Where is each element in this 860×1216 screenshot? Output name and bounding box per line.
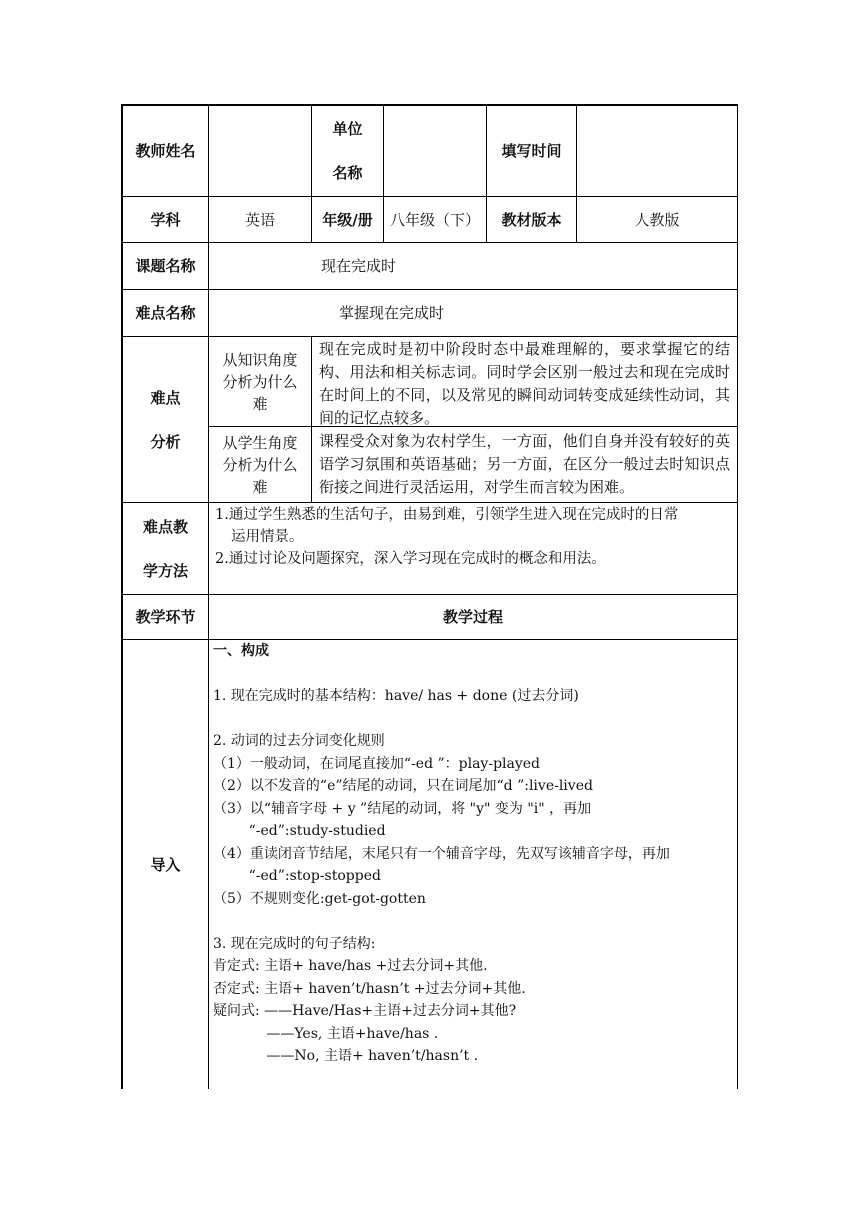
grade-label: 年级/册: [322, 210, 373, 229]
subject-value: 英语: [244, 210, 275, 229]
intro-line: 一、构成: [213, 643, 269, 659]
topic-value: 现在完成时: [321, 257, 397, 275]
intro-line: [213, 910, 733, 933]
intro-line: “-ed”:study-studied: [213, 823, 386, 839]
analysis-label-line1: 难点: [150, 388, 181, 407]
textbook-value: 人教版: [634, 210, 680, 229]
intro-line: 2. 动词的过去分词变化规则: [213, 733, 385, 749]
intro-line: （2）以不发音的“e”结尾的动词，只在词尾加“d ”:live-lived: [213, 778, 593, 794]
student-angle-label: 从学生角度分析为什么难: [222, 433, 298, 496]
column-divider: [311, 336, 312, 502]
knowledge-angle-label: 从知识角度分析为什么难: [222, 350, 298, 413]
difficulty-value: 掌握现在完成时: [339, 304, 445, 322]
difficulty-label: 难点名称: [135, 304, 196, 322]
intro-line: 3. 现在完成时的句子结构:: [213, 935, 376, 952]
subject-label: 学科: [150, 210, 181, 229]
intro-line: 疑问式: ——Have/Has+主语+过去分词+其他?: [213, 1003, 517, 1019]
teacher-name-value: [209, 106, 311, 196]
row-divider: [121, 502, 738, 503]
method-item-1: 1.通过学生熟悉的生活句子，由易到难，引领学生进入现在完成时的日常: [215, 507, 679, 523]
teacher-name-label: 教师姓名: [135, 142, 196, 160]
student-angle-text: 课程受众对象为农村学生，一方面，他们自身并没有较好的英语学习氛围和英语基础；另一方面，在区分一般过去时知识点衔接之间进行灵活运用，对学生而言较为困难。: [319, 432, 730, 496]
intro-line: （5）不规则变化:get-got-gotten: [213, 890, 426, 907]
process-header: 教学过程: [442, 608, 503, 626]
intro-line: （1）一般动词，在词尾直接加“-ed ”：play-played: [213, 755, 541, 772]
table-border-right: [737, 104, 738, 1089]
intro-line: （4）重读闭音节结尾，末尾只有一个辅音字母，先双写该辅音字母，再加: [213, 845, 670, 862]
intro-line: ——No, 主语+ haven’t/hasn’t .: [213, 1048, 479, 1064]
intro-content: [213, 640, 733, 1068]
teaching-method-text: [215, 504, 733, 570]
teaching-method-label-line1: 难点教: [142, 517, 188, 536]
analysis-label: [123, 337, 208, 502]
intro-stage-label: 导入: [150, 855, 181, 874]
stage-header: 教学环节: [135, 608, 196, 626]
intro-line: 否定式: 主语+ haven’t/hasn’t +过去分词+其他.: [213, 980, 526, 997]
unit-name-label-line2: 名称: [332, 164, 363, 182]
intro-line: 1. 现在完成时的基本结构：have/ has + done (过去分词): [213, 688, 579, 704]
knowledge-angle-text: 现在完成时是初中阶段时态中最难理解的，要求掌握它的结构、用法和相关标志词。同时学会区别一般过去和现在完成时在时间上的不同，以及常见的瞬间动词转变成延续性动词，其间的记忆点较多。: [319, 340, 730, 427]
unit-name-value: [384, 106, 486, 196]
fill-time-label: 填写时间: [501, 142, 562, 160]
lesson-plan-table: [121, 104, 738, 1089]
teaching-method-label: [123, 503, 208, 594]
intro-line: 肯定式: 主语+ have/has +过去分词+其他.: [213, 958, 488, 974]
analysis-label-line2: 分析: [150, 432, 181, 451]
intro-line: “-ed”:stop-stopped: [213, 868, 381, 884]
method-item-1-cont: 运用情景。: [231, 529, 304, 545]
topic-label: 课题名称: [135, 257, 196, 275]
unit-name-label: [312, 106, 383, 196]
textbook-label: 教材版本: [501, 210, 562, 229]
intro-line: （3）以“辅音字母 + y ”结尾的动词，将 "y" 变为 "i" ，再加: [213, 800, 592, 817]
teaching-method-label-line2: 学方法: [142, 561, 188, 580]
fill-time-value: [577, 106, 737, 196]
intro-line: ——Yes, 主语+have/has .: [213, 1025, 439, 1042]
intro-line: [213, 663, 733, 686]
intro-line: [213, 708, 733, 731]
grade-value: 八年级（下）: [389, 210, 480, 229]
unit-name-label-line1: 单位: [332, 120, 363, 138]
method-item-2: 2.通过讨论及问题探究，深入学习现在完成时的概念和用法。: [215, 551, 606, 567]
